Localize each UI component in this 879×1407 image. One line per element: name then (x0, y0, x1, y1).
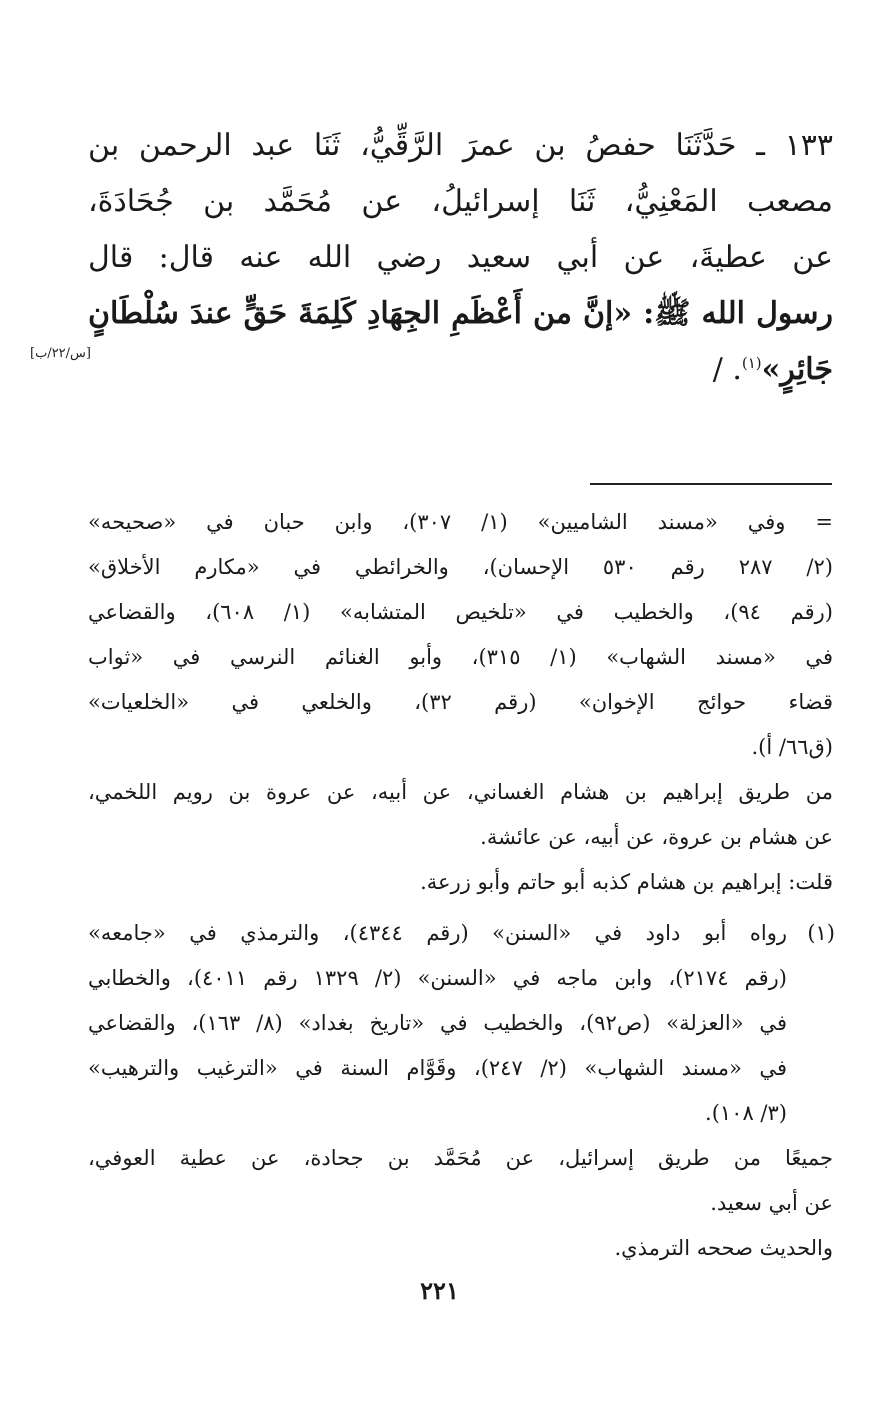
footnote-line: (رقم ٩٤)، والخطيب في «تلخيص المتشابه» (١/ ٦٠٨)، والقضاعي (88, 600, 833, 624)
footnote-line: في «العزلة» (ص٩٢)، والخطيب في «تاريخ بغداد» (٨/ ١٦٣)، والقضاعي (88, 1011, 787, 1035)
hadith-line: ١٣٣ ـ حَدَّثَنَا حفصُ بن عمرَ الرَّقِّيُّ، ثَنَا عبد الرحمن بن (88, 128, 833, 163)
footnote-line: = وفي «مسند الشاميين» (١/ ٣٠٧)، وابن حبان في «صحيحه» (88, 510, 833, 534)
footnote-line: قضاء حوائج الإخوان» (رقم ٣٢)، والخلعي في «الخلعيات» (88, 690, 833, 714)
footnote-line: والحديث صححه الترمذي. (614, 1236, 833, 1260)
footnote-line: في «مسند الشهاب» (٢/ ٢٤٧)، وقَوَّام السنة في «الترغيب والترهيب» (88, 1056, 787, 1080)
hadith-last-line (88, 342, 833, 398)
footnote-line: عن أبي سعيد. (710, 1191, 833, 1215)
footnote-ref: (١) (741, 354, 762, 372)
page-number: ٢٢١ (420, 1276, 459, 1305)
footnote-line: جميعًا من طريق إسرائيل، عن مُحَمَّد بن جحادة، عن عطية العوفي، (88, 1146, 833, 1170)
footnote-number: (١) (807, 921, 835, 945)
footnote-line: (رقم ٢١٧٤)، وابن ماجه في «السنن» (٢/ ١٣٢٩ رقم ٤٠١١)، والخطابي (88, 966, 787, 990)
footnote-divider (590, 483, 832, 485)
footnote-line: قلت: إبراهيم بن هشام كذبه أبو حاتم وأبو زرعة. (420, 870, 833, 894)
footnote-line: من طريق إبراهيم بن هشام الغساني، عن أبيه، عن عروة بن رويم اللخمي، (88, 780, 833, 804)
footnote-line: (٣/ ١٠٨). (705, 1101, 787, 1125)
manuscript-margin-note: [س/٢٢/ب] (30, 346, 91, 361)
footnote-1-first-line (88, 911, 833, 956)
footnote-line: (٢/ ٢٨٧ رقم ٥٣٠ الإحسان)، والخرائطي في «مكارم الأخلاق» (88, 555, 833, 579)
footnote-line: في «مسند الشهاب» (١/ ٣١٥)، وأبو الغنائم النرسي في «ثواب (88, 645, 833, 669)
footnotes (88, 500, 833, 1271)
hadith-line: مصعب المَعْنِيُّ، ثَنَا إسرائيلُ، عن مُحَمَّد بن جُحَادَةَ، (88, 184, 833, 219)
hadith-line: رسول الله ﷺ: «إنَّ من أَعْظَمِ الجِهَادِ كَلِمَةَ حَقٍّ عندَ سُلْطَانٍ (88, 296, 833, 331)
footnote-line: عن هشام بن عروة، عن أبيه، عن عائشة. (480, 825, 833, 849)
footnote-line: رواه أبو داود في «السنن» (رقم ٤٣٤٤)، والترمذي في «جامعه» (88, 921, 787, 945)
footnote-line: (ق٦٦/ أ). (751, 735, 833, 759)
hadith-last-word: جَائِرٍ» (761, 352, 833, 387)
hadith-text (88, 118, 833, 398)
page-break-marker: . / (712, 352, 742, 387)
hadith-line: عن عطيةَ، عن أبي سعيد رضي الله عنه قال: قال (88, 240, 833, 275)
